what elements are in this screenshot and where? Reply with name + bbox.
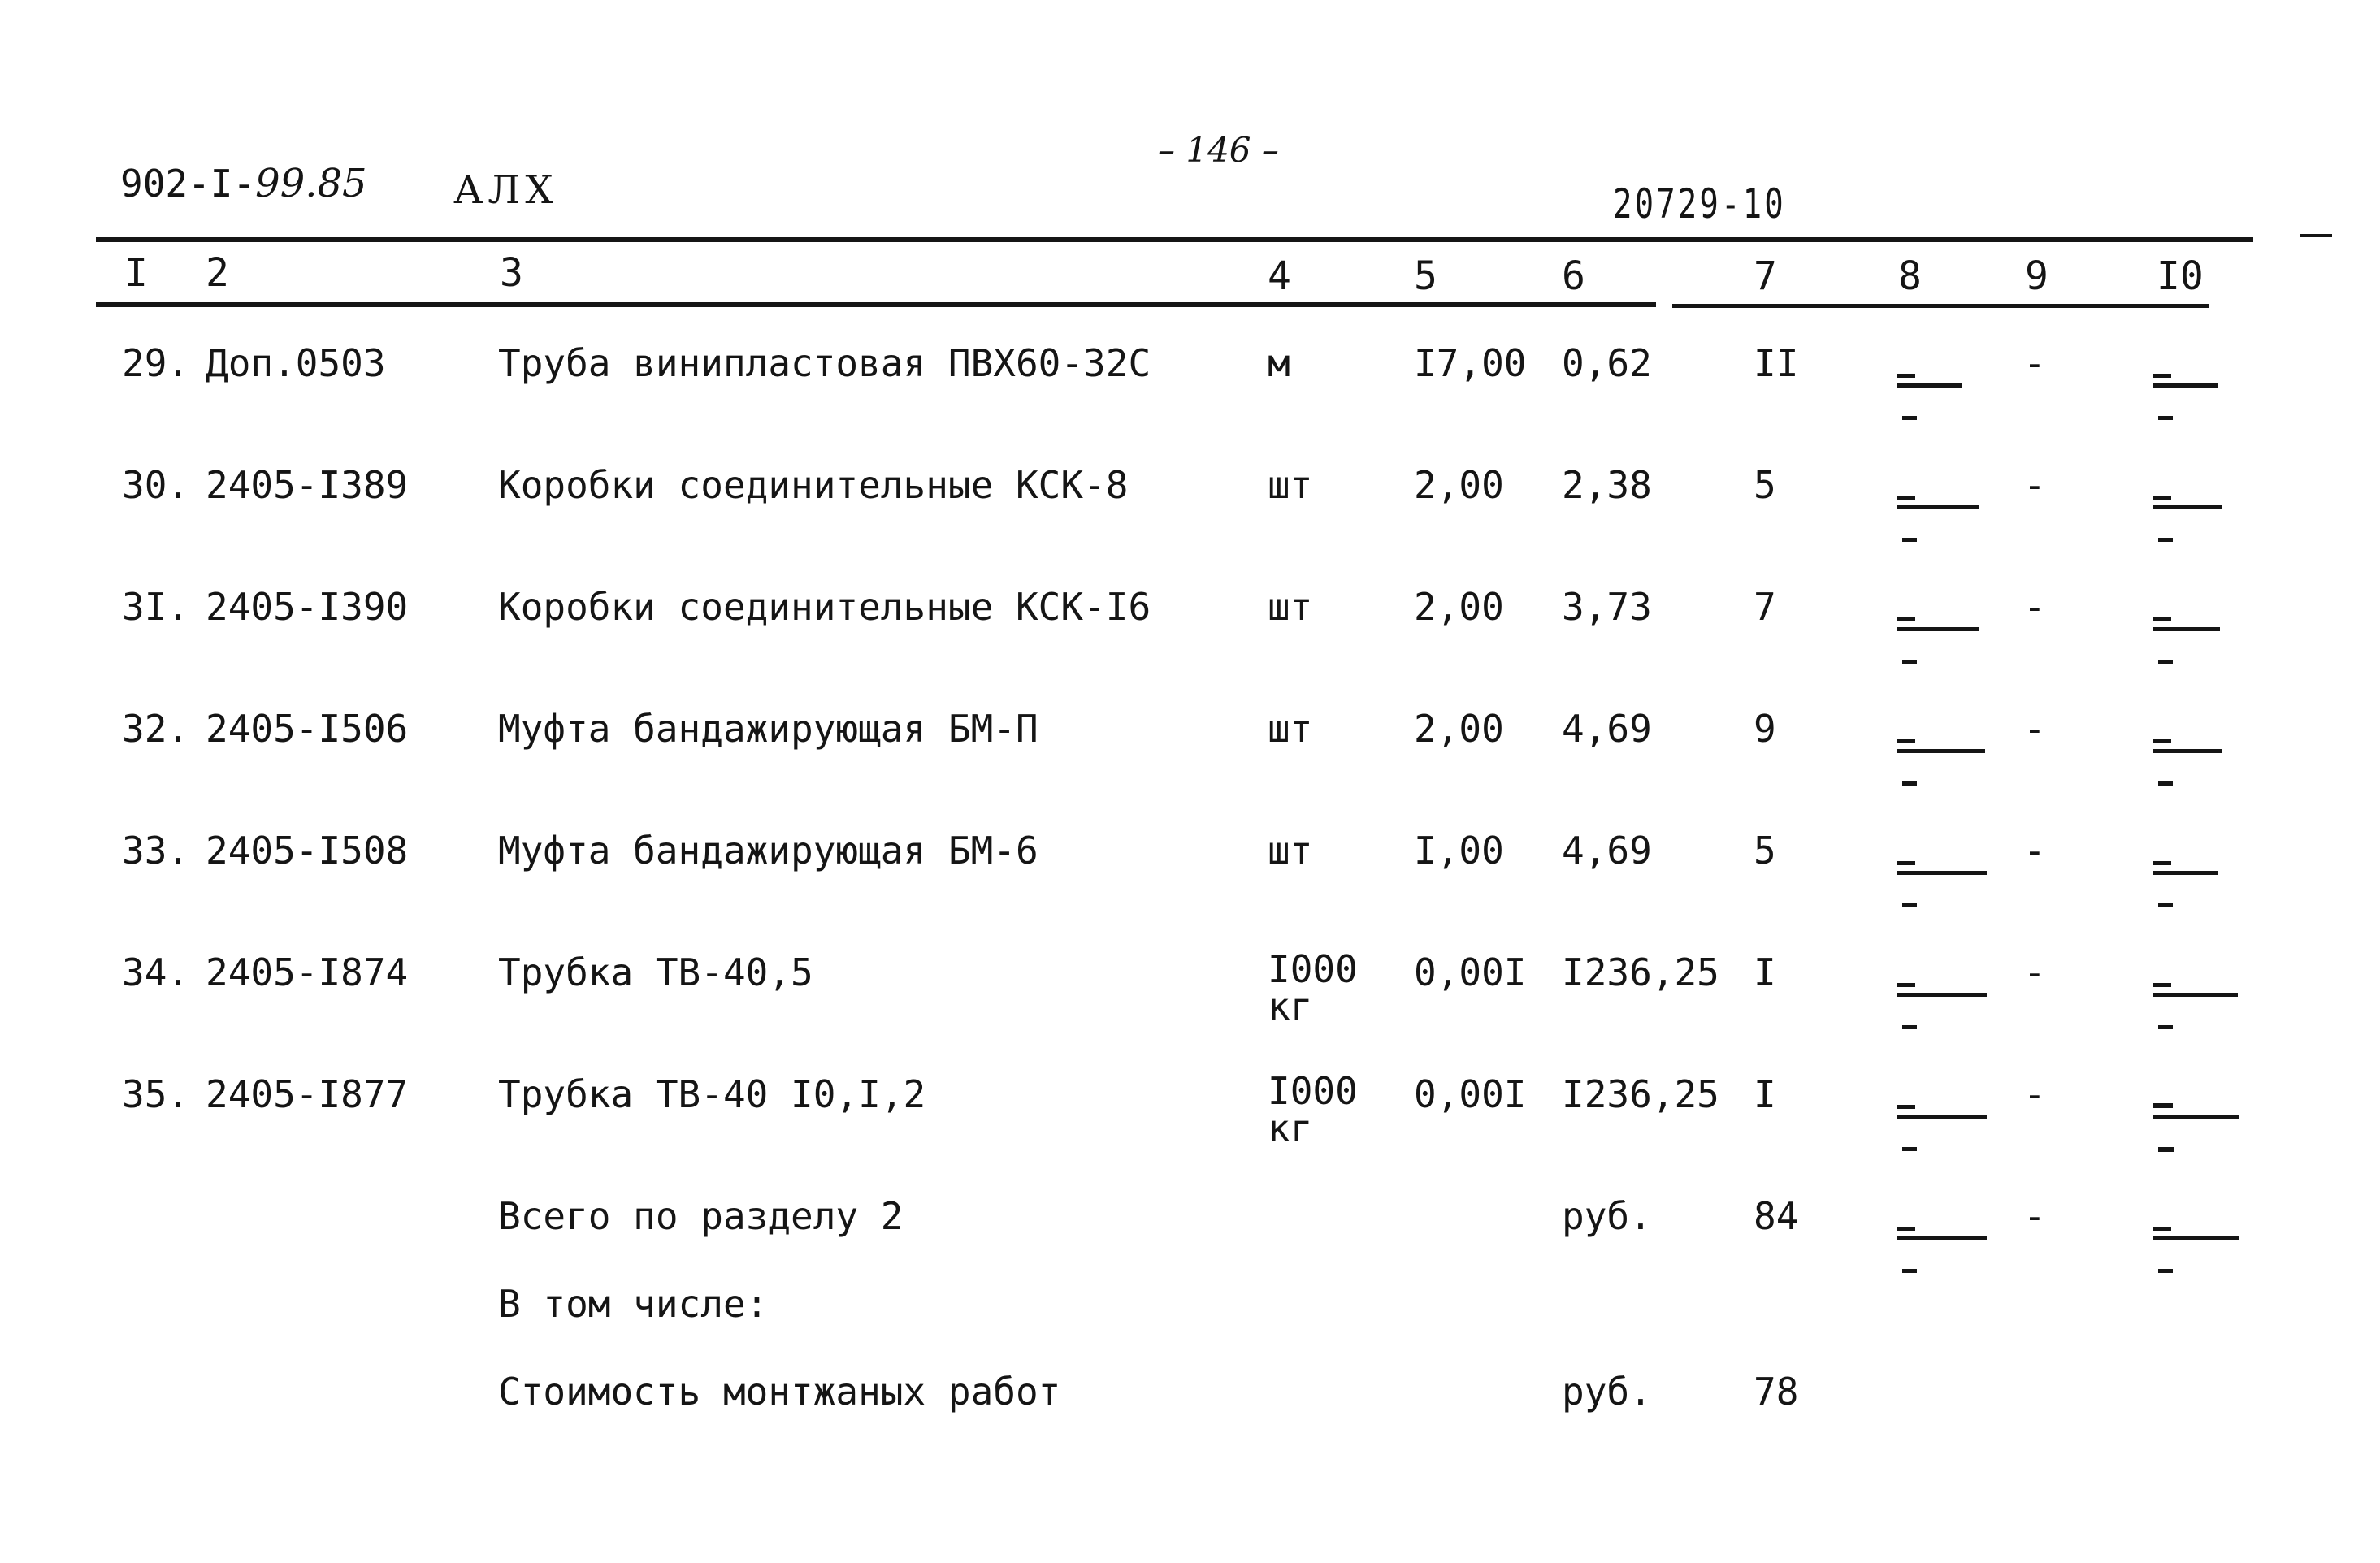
col10-mark [2158, 660, 2173, 664]
row-quantity: I,00 [1414, 829, 1504, 872]
row-unit-measure: кг [1268, 1106, 1313, 1150]
row-quantity: 2,00 [1414, 585, 1504, 629]
col8-mark [1897, 1105, 1915, 1109]
col10-mark [2153, 374, 2171, 378]
column-header-7: 7 [1754, 253, 1777, 299]
table-header-rule-right [1672, 304, 2209, 308]
row-unit [1268, 947, 1358, 1028]
row-name: Труба винипластовая ПВХ60-32С [498, 341, 1151, 385]
col8-mark [1897, 383, 1962, 388]
col8-mark [1897, 374, 1915, 378]
row-unit [1268, 1069, 1358, 1150]
section-total-row [0, 1194, 2380, 1316]
col10-mark [2153, 861, 2171, 865]
row-col9: - [2023, 341, 2046, 385]
column-header-8: 8 [1898, 253, 1922, 299]
row-unit: шт [1268, 463, 1313, 507]
row-total: I [1754, 950, 1776, 994]
col10-mark [2153, 749, 2222, 753]
column-header-6: 6 [1562, 253, 1585, 299]
table-row [0, 707, 2380, 829]
row-price: 0,62 [1562, 341, 1652, 385]
col10-mark [2153, 505, 2222, 509]
section-total-value: 84 [1754, 1194, 1799, 1238]
installation-cost-value: 78 [1754, 1370, 1799, 1414]
sheet-mark: АЛХ [453, 167, 558, 213]
col10-mark [2153, 1115, 2239, 1119]
row-price: 2,38 [1562, 463, 1652, 507]
row-quantity: 0,00I [1414, 950, 1527, 994]
row-code: 2405-I874 [206, 950, 409, 994]
col8-mark [1897, 627, 1979, 631]
column-header-1: I [124, 250, 148, 296]
document-code-typed: 902-I- [120, 162, 256, 206]
row-unit-multiplier: I000 [1268, 1069, 1358, 1113]
row-quantity: 0,00I [1414, 1072, 1527, 1116]
row-number: 32. [122, 707, 190, 751]
col10-mark [2158, 1025, 2173, 1029]
row-code: 2405-I389 [206, 463, 409, 507]
row-number: 3I. [122, 585, 190, 629]
section-total-label: Всего по разделу 2 [498, 1194, 904, 1238]
row-code: 2405-I506 [206, 707, 409, 751]
column-header-4: 4 [1268, 253, 1291, 299]
col8-mark [1902, 660, 1917, 664]
column-header-2: 2 [206, 250, 229, 296]
col10-mark [2153, 871, 2218, 875]
col10-mark [2153, 993, 2238, 997]
document-id: 20729-10 [1613, 180, 1786, 227]
col10-mark [2153, 383, 2218, 388]
table-header-rule [96, 302, 1656, 307]
row-price: 3,73 [1562, 585, 1652, 629]
col10-mark [2153, 1103, 2173, 1108]
page-number: – 146 – [1158, 130, 1279, 170]
section-total-col9: - [2023, 1194, 2046, 1238]
col8-mark [1902, 1147, 1917, 1151]
table-row [0, 585, 2380, 707]
col10-mark [2153, 627, 2220, 631]
document-code [120, 161, 367, 206]
col8-mark [1897, 1236, 1987, 1240]
table-row [0, 1069, 2380, 1194]
col8-mark [1902, 1269, 1917, 1273]
row-col9: - [2023, 1072, 2046, 1116]
col10-mark [2158, 538, 2173, 542]
col8-mark [1897, 505, 1979, 509]
row-total: I [1754, 1072, 1776, 1116]
row-price: I236,25 [1562, 950, 1719, 994]
col8-mark [1897, 861, 1915, 865]
row-name: Трубка ТВ-40 I0,I,2 [498, 1072, 926, 1116]
col10-mark [2158, 416, 2173, 420]
row-name: Коробки соединительные КСК-I6 [498, 585, 1151, 629]
table-top-rule [96, 237, 2253, 242]
col8-mark [1897, 496, 1915, 500]
col10-mark [2153, 739, 2171, 743]
col8-mark [1897, 1227, 1915, 1231]
row-number: 33. [122, 829, 190, 872]
row-unit-multiplier: I000 [1268, 947, 1358, 991]
col10-mark [2153, 496, 2171, 500]
row-name: Коробки соединительные КСК-8 [498, 463, 1129, 507]
col10-mark [2153, 617, 2171, 621]
col8-mark [1897, 871, 1987, 875]
column-header-3: 3 [500, 250, 523, 296]
row-total: 5 [1754, 829, 1776, 872]
col10-mark [2158, 1147, 2174, 1152]
col8-mark [1902, 903, 1917, 907]
row-total: 5 [1754, 463, 1776, 507]
installation-cost-label: Стоимость монтжаных работ [498, 1370, 1061, 1414]
row-unit: м [1268, 341, 1290, 385]
col8-mark [1897, 993, 1987, 997]
col8-mark [1902, 1025, 1917, 1029]
row-unit: шт [1268, 585, 1313, 629]
column-header-9: 9 [2025, 253, 2048, 299]
table-row [0, 947, 2380, 1072]
installation-cost-unit: руб. [1562, 1370, 1652, 1414]
row-code: 2405-I390 [206, 585, 409, 629]
section-total-unit: руб. [1562, 1194, 1652, 1238]
col10-mark [2153, 1236, 2239, 1240]
row-quantity: 2,00 [1414, 707, 1504, 751]
col8-mark [1897, 983, 1915, 987]
row-name: Муфта бандажирующая БМ-П [498, 707, 1038, 751]
row-number: 35. [122, 1072, 190, 1116]
column-header-5: 5 [1414, 253, 1437, 299]
col10-mark [2158, 1269, 2173, 1273]
col10-mark [2158, 782, 2173, 786]
row-code: 2405-I877 [206, 1072, 409, 1116]
table-row [0, 341, 2380, 463]
row-name: Муфта бандажирующая БМ-6 [498, 829, 1038, 872]
col8-mark [1902, 782, 1917, 786]
row-total: II [1754, 341, 1799, 385]
installation-cost-row [0, 1370, 2380, 1492]
row-col9: - [2023, 829, 2046, 872]
row-number: 30. [122, 463, 190, 507]
col8-mark [1897, 749, 1985, 753]
table-row [0, 463, 2380, 585]
row-code: 2405-I508 [206, 829, 409, 872]
row-price: 4,69 [1562, 829, 1652, 872]
column-header-10: I0 [2157, 253, 2204, 299]
row-unit: шт [1268, 707, 1313, 751]
table-top-rule-tail [2300, 234, 2332, 237]
row-unit: шт [1268, 829, 1313, 872]
row-total: 9 [1754, 707, 1776, 751]
row-total: 7 [1754, 585, 1776, 629]
col8-mark [1897, 739, 1915, 743]
row-quantity: I7,00 [1414, 341, 1527, 385]
col8-mark [1902, 416, 1917, 420]
row-price: I236,25 [1562, 1072, 1719, 1116]
row-name: Трубка ТВ-40,5 [498, 950, 813, 994]
including-label: В том числе: [498, 1282, 769, 1326]
row-col9: - [2023, 707, 2046, 751]
row-quantity: 2,00 [1414, 463, 1504, 507]
table-row [0, 829, 2380, 950]
row-number: 34. [122, 950, 190, 994]
col8-mark [1902, 538, 1917, 542]
document-code-handwritten: 99.85 [255, 161, 367, 206]
col8-mark [1897, 617, 1915, 621]
row-price: 4,69 [1562, 707, 1652, 751]
col10-mark [2153, 1227, 2171, 1231]
col10-mark [2158, 903, 2173, 907]
row-unit-measure: кг [1268, 985, 1313, 1028]
row-col9: - [2023, 585, 2046, 629]
row-code: Доп.0503 [206, 341, 386, 385]
row-col9: - [2023, 950, 2046, 994]
col10-mark [2153, 983, 2171, 987]
row-col9: - [2023, 463, 2046, 507]
col8-mark [1897, 1115, 1987, 1119]
row-number: 29. [122, 341, 190, 385]
